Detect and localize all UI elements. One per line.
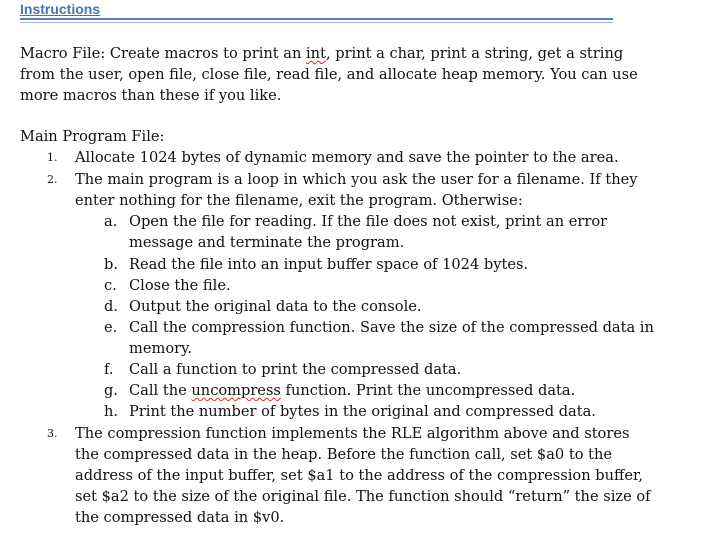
- list-number-3: 3.: [47, 427, 58, 440]
- sub-letter-c: c.: [104, 277, 117, 294]
- sub-item-a: Open the file for reading. If the file does not exist, print an error message and terminate the program.: [129, 213, 608, 251]
- list-item-3: The compression function implements the RLE algorithm above and stores the compressed data in the heap. Before the function call, set $a0 to the address of the input buffer, set $a1 to the address of the compression buffer, set $a2 to the size of the original file. The function should “return” the size of the compressed data in $v0.: [75, 425, 651, 526]
- sub-item-c: Close the file.: [129, 277, 231, 294]
- macro-line-3: more macros than these if you like.: [20, 87, 282, 104]
- spellcheck-word-uncompress: uncompress: [191, 382, 281, 399]
- heading-rule: [20, 18, 613, 20]
- list-number-1: 1.: [47, 151, 58, 164]
- sub-letter-h: h.: [104, 403, 119, 420]
- sub-item-e: Call the compression function. Save the size of the compressed data in memory.: [129, 319, 654, 357]
- heading-rule-thin: [20, 22, 613, 23]
- sub-letter-b: b.: [104, 256, 118, 273]
- sub-letter-e: e.: [104, 319, 118, 336]
- sub-item-b: Read the file into an input buffer space of 1024 bytes.: [129, 256, 529, 273]
- list-item-1: Allocate 1024 bytes of dynamic memory and save the pointer to the area.: [75, 149, 619, 166]
- sub-item-g: Call the uncompress function. Print the uncompressed data.: [129, 382, 576, 399]
- sub-letter-a: a.: [104, 213, 118, 230]
- instructions-heading: Instructions: [20, 1, 101, 17]
- sub-item-f: Call a function to print the compressed data.: [129, 361, 462, 378]
- main-program-title: Main Program File:: [20, 128, 165, 145]
- macro-file-paragraph: [20, 43, 660, 106]
- list-number-2: 2.: [47, 173, 58, 186]
- list-item-2: The main program is a loop in which you ask the user for a filename. If they enter nothing for the filename, exit the program. Otherwise:: [75, 171, 638, 209]
- macro-line-2: from the user, open file, close file, read file, and allocate heap memory. You can use: [20, 66, 638, 83]
- sub-letter-f: f.: [104, 361, 114, 378]
- spellcheck-word-int: int: [306, 45, 326, 62]
- sub-letter-d: d.: [104, 298, 118, 315]
- macro-line-1: Macro File: Create macros to print an int, print a char, print a string, get a string: [20, 45, 624, 62]
- sub-letter-g: g.: [104, 382, 118, 399]
- sub-item-d: Output the original data to the console.: [129, 298, 422, 315]
- sub-item-h: Print the number of bytes in the original and compressed data.: [129, 403, 596, 420]
